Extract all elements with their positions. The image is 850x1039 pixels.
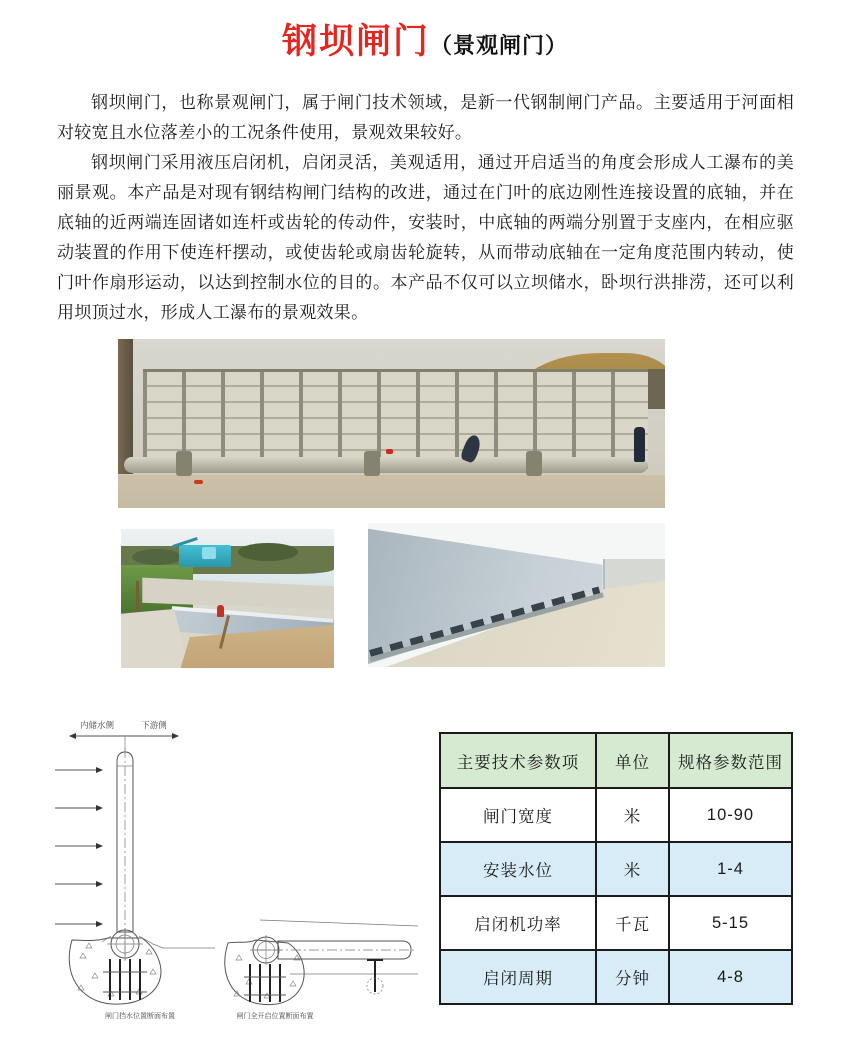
title-sub: （景观闸门） [430, 33, 569, 58]
tree-blob [238, 543, 298, 561]
cell-range: 4-8 [669, 950, 792, 1004]
cell-unit: 米 [596, 842, 669, 896]
title-main: 钢坝闸门 [281, 22, 430, 61]
cell-range: 1-4 [669, 842, 792, 896]
crane-cab [202, 547, 216, 559]
paragraph-1: 钢坝闸门，也称景观闸门，属于闸门技术领域，是新一代钢制闸门产品。主要适用于河面相对较宽且水位落差小的工况条件使用，景观效果较好。 [57, 93, 794, 142]
cell-param: 启闭周期 [440, 950, 596, 1004]
caption-raised: 闸门挡水位置断面布置 [105, 1013, 175, 1020]
table-row [440, 896, 792, 950]
col-header-parameter: 主要技术参数项 [440, 733, 596, 788]
red-object [194, 480, 203, 484]
gate-panel-ribbed [143, 369, 648, 469]
cell-param: 闸门宽度 [440, 788, 596, 842]
cell-range: 10-90 [669, 788, 792, 842]
figure-gate-raised [55, 720, 215, 1020]
worker-figure [634, 427, 645, 462]
side-wall [118, 339, 133, 474]
paragraph-2: 钢坝闸门采用液压启闭机，启闭灵活，美观适用，通过开启适当的角度会形成人工瀑布的美丽景观。本产品是对现有钢结构闸门结构的改进，通过在门叶的底边刚性连接设置的底轴，并在底轴的近两端连固诸如连杆或齿轮的传动件，安装时，中底轴的两端分别置于支座内，在相应驱动装置的作用下使连杆摆动，或使齿轮或扇齿轮旋转，从而带动底轴在一定角度范围内转动，使门叶作扇形运动，以达到控制水位的目的。本产品不仅可以立坝储水，卧坝行洪排涝，还可以利用坝顶过水，形成人工瀑布的景观效果。 [57, 153, 794, 322]
photo-steel-gate-overview [118, 339, 665, 508]
cell-range: 5-15 [669, 896, 792, 950]
tree-blob [132, 549, 182, 565]
shaft-coupling [364, 451, 380, 476]
col-header-range: 规格参数范围 [669, 733, 792, 788]
worker-red [217, 605, 224, 617]
table-row [440, 950, 792, 1004]
table-row [440, 842, 792, 896]
cell-unit: 千瓦 [596, 896, 669, 950]
page-title [0, 14, 850, 64]
photo-gate-installed [368, 523, 665, 667]
spec-table [439, 732, 793, 1005]
photo-gate-installation [121, 529, 334, 668]
caption-lowered: 闸门全开启位置断面布置 [236, 1013, 314, 1020]
table-row [440, 788, 792, 842]
cell-param: 安装水位 [440, 842, 596, 896]
gate-position-diagram [50, 702, 420, 1032]
shaft-coupling [176, 451, 192, 476]
cell-param: 启闭机功率 [440, 896, 596, 950]
label-storage-side: 内储水侧 [79, 720, 115, 730]
red-object [386, 449, 393, 454]
intro-text [57, 88, 794, 328]
label-downstream-side: 下游侧 [141, 720, 167, 730]
bottom-shaft-pipe [124, 457, 648, 473]
figure-gate-lowered [225, 920, 418, 1020]
cell-unit: 米 [596, 788, 669, 842]
shaft-coupling [526, 451, 542, 476]
col-header-unit: 单位 [596, 733, 669, 788]
wood-stake [136, 581, 139, 611]
cell-unit: 分钟 [596, 950, 669, 1004]
